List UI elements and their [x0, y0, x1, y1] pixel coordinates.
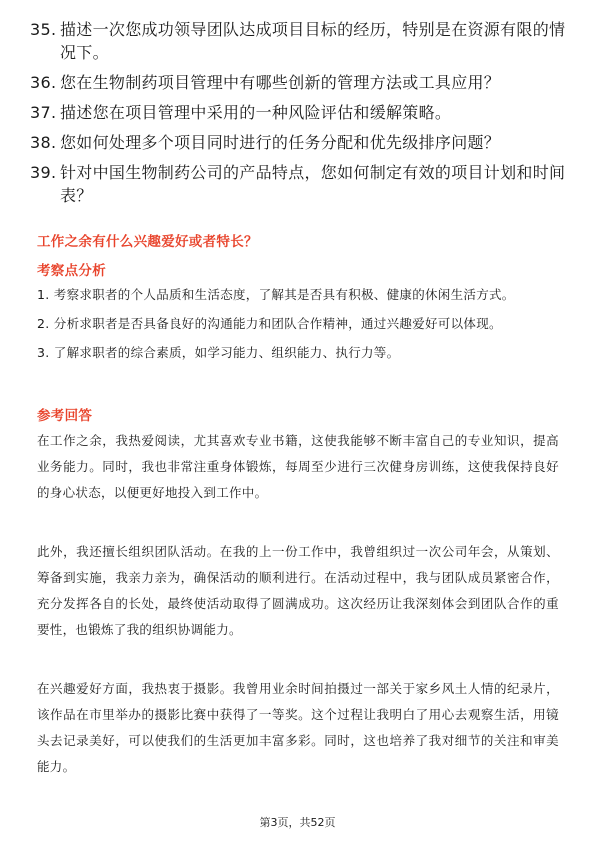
- question-item: [30, 131, 570, 154]
- question-text: 针对中国生物制药公司的产品特点，您如何制定有效的项目计划和时间表？: [60, 163, 566, 205]
- question-number: 36.: [30, 73, 57, 92]
- question-text: 描述一次您成功领导团队达成项目目标的经历，特别是在资源有限的情况下。: [60, 20, 566, 62]
- analysis-item: 1. 考察求职者的个人品质和生活态度，了解其是否具有积极、健康的休闲生活方式。: [37, 287, 515, 302]
- question-text: 您如何处理多个项目同时进行的任务分配和优先级排序问题？: [60, 133, 501, 152]
- question-number: 35.: [30, 20, 57, 39]
- analysis-heading: 考察点分析: [37, 263, 106, 279]
- answer-heading: 参考回答: [37, 408, 93, 424]
- analysis-item: 3. 了解求职者的综合素质，如学习能力、组织能力、执行力等。: [37, 345, 400, 360]
- question-list: [30, 18, 570, 214]
- question-number: 39.: [30, 163, 57, 182]
- section-heading: 工作之余有什么兴趣爱好或者特长？: [37, 234, 258, 250]
- question-item: [30, 161, 570, 207]
- question-item: [30, 71, 570, 94]
- answer-body: [37, 428, 559, 813]
- analysis-item: 2. 分析求职者是否具备良好的沟通能力和团队合作精神，通过兴趣爱好可以体现。: [37, 316, 502, 331]
- question-text: 您在生物制药项目管理中有哪些创新的管理方法或工具应用？: [60, 73, 501, 92]
- analysis-list: [37, 283, 562, 370]
- answer-paragraph: 此外，我还擅长组织团队活动。在我的上一份工作中，我曾组织过一次公司年会，从策划、筹备到实施，我亲力亲为，确保活动的顺利进行。在活动过程中，我与团队成员紧密合作，充分发挥各自的长处，最终使活动取得了圆满成功。这次经历让我深刻体会到团队合作的重要性，也锻炼了我的组织协调能力。: [37, 544, 559, 637]
- question-text: 描述您在项目管理中采用的一种风险评估和缓解策略。: [60, 103, 452, 122]
- question-item: [30, 18, 570, 64]
- page-footer: 第3页，共52页: [259, 816, 336, 829]
- question-number: 37.: [30, 103, 57, 122]
- answer-paragraph: 在兴趣爱好方面，我热衷于摄影。我曾用业余时间拍摄过一部关于家乡风土人情的纪录片，该作品在市里举办的摄影比赛中获得了一等奖。这个过程让我明白了用心去观察生活，用镜头去记录美好，可以使我们的生活更加丰富多彩。同时，这也培养了我对细节的关注和审美能力。: [37, 681, 559, 774]
- answer-paragraph: 在工作之余，我热爱阅读，尤其喜欢专业书籍，这使我能够不断丰富自己的专业知识，提高业务能力。同时，我也非常注重身体锻炼，每周至少进行三次健身房训练，这使我保持良好的身心状态，以便更好地投入到工作中。: [37, 433, 559, 500]
- question-item: [30, 101, 570, 124]
- question-number: 38.: [30, 133, 57, 152]
